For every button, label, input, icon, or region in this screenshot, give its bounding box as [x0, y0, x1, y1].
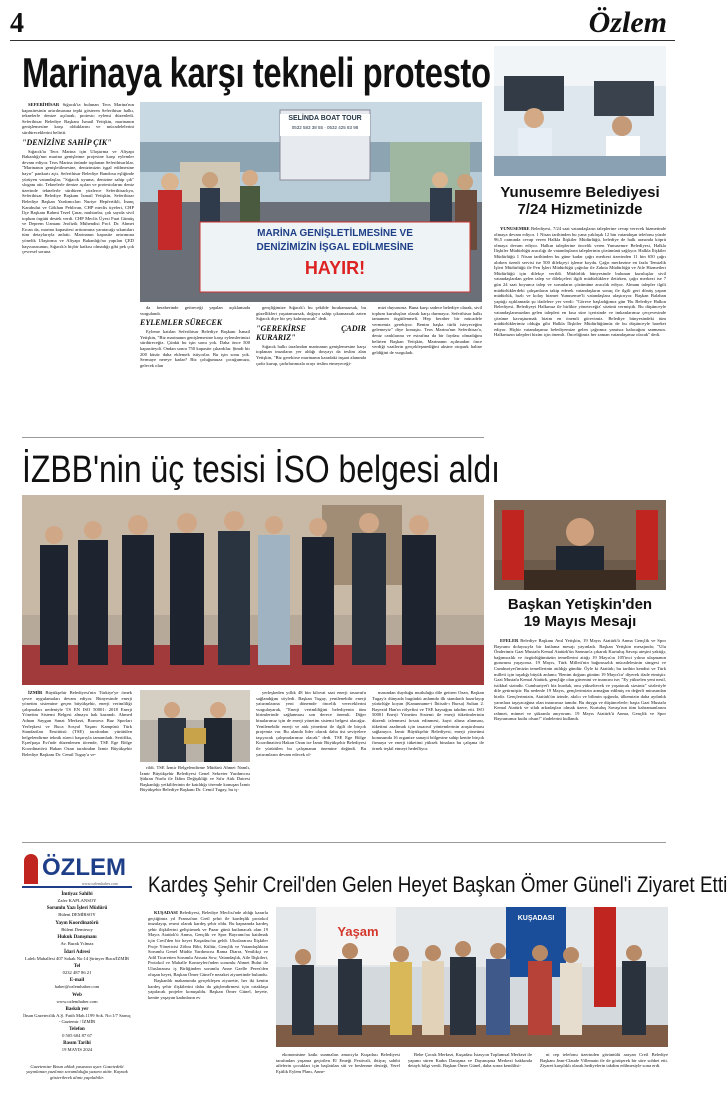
page-header — [0, 0, 685, 40]
marina-column-4 — [372, 305, 482, 425]
masthead-role: Telefon — [69, 1027, 85, 1033]
banner-boat-phones: 0532 583 38 55 · 0532 425 83 98 — [291, 125, 359, 130]
masthead-name: Bülent Demirsoy — [61, 926, 93, 932]
masthead-entry — [22, 978, 132, 989]
masthead-note: Gazetemize Basın ahlak yasasına uyar. Gazetedeki yayınlanan yazılının sorumluluğu yazara aittir. Kaynak gösterilerek alıntı yapılabilir. — [26, 1064, 128, 1080]
masthead-role: E-mail — [69, 978, 85, 984]
masthead-name: 0232 487 86 21 — [62, 970, 92, 976]
marina-column-2 — [140, 305, 250, 425]
masthead-entry — [22, 950, 132, 961]
masthead-name: 19 MAYIS 2024 — [61, 1047, 93, 1053]
izbb-group-photo — [22, 495, 484, 685]
izbb-column-4: masından duyduğu mutluluğu dile getiren Ozan, Başkan Tugay'a dünyada bugünkü anlamda ilk standardı hazırlayıp yürürlüğe koyan (Kanunname-i İhtisab-ı Bursa) Sultan 2. Bayezid Han'ın rölyefini ve TSE bayrağını takdim etti. ISO 50001 Enerji Yönetim Sistemi ile enerji tüketimlerinin düzenli izlenmesi fırsatı edinmesi, kayıt altına alınması, tüketimi azaltmak için tasarruf yöntemlerinin araştırılması sağlanıyor. İzmir Büyükşehir Belediyesi, enerji yönetimi konusunda 16 organize sanayii bölgesine sahip kentte birçok firmaya ve enerji tüketimi yüksek binalara bu çalışma ile örnek teşkil etmeyi hedefliyor. — [372, 690, 484, 751]
creil-column-4: ni cep telefonu üzerinden görüntülü arayan Creil Belediye Başkanı Jean-Claude Villemain ile de görüşerek bir süre sohbet etti. Ziyaret karşılıklı olarak hediyelerin takdim edilmesiyle sona erdi. — [540, 1052, 668, 1069]
marina-column-3 — [256, 305, 366, 425]
masthead-entry — [22, 892, 132, 903]
izbb-column-2: rildi. TSE İzmir Belgelendirme Müdürü Ahmet Namlı, İzmir Büyükşehir Belediyesi Genel Sekreter Yardımcısı Şükran Nurlu ile İklim Değişikliği ve Sıfır Atık Dairesi Başkanlığı yetkililerinin de katıldığı törende konuşan İzmir Büyükşehir Belediye Başkanı Dr. Cemil Tugay, bu iş- — [140, 765, 250, 793]
creil-column-1: KUŞADASI Belediyesi, Belediye Meclisi'nde aldığı kararla geçtiğimiz yıl Fransa'nın Creil şehri ile kardeşlik protokol imzalayıp, resmi olarak kardeş şehir oldu. Bu kapsamda kardeş şehir ilişkilerini geliştirmek ve Pazar günü kutlanacak olan 19 Mayıs Atatürk'ü Anma, Gençlik ve Spor Bayramı'na katılmak için Creil'den bir heyet Kuşadası'na geldi. Uluslararası İlişkiler Proje Yöneticisi Zöhra Bibi, Kültür, Gençlik ve Vatandaşlıktan Sorumlu Genel Müdür Yardımcısı Rama Diarra, Yenilikçi ve Adil Ticaretten Sorumlu Aissata Sow, Vatandaşlık, Aile İlişkileri, Protokol ve Mahalle Konseyleri'nden sorumlu Ahmet Bulut ile Uluslararası iş Birliğinden sorumlu Anne Gaelle Perez'den oluşan heyet, Başkan Ömer Günel'e nezaket ziyaretinde bulundu. Başkanlık makamında gerçekleşen ziyarette, her iki kentin kardeş şehir ilişkilerini daha da güçlendirmesi için ortaklaşa yapılacak projeler konuşuldu. Başkan Ömer Günel, heyete, kentte yaşayan kadınların ev — [148, 910, 268, 1000]
masthead-role: Web — [72, 992, 82, 998]
yunusemre-headline: Yunusemre Belediyesi 7/24 Hizmetinizde — [500, 184, 660, 218]
marina-body-5: Sığacık halkı tarafından marinanın genişlemesine karşı toplanan imzaların yer aldığı dosyayı da teslim alan Yetişkin, "Biz gerekirse marinanın karadaki inşaat alanında çadır kurup, çadırlarımızla orayı teslim etmeyeceği- — [256, 343, 366, 366]
masthead-role: Hukuk Danışmanı — [57, 935, 97, 941]
masthead-role: İdari Adresi — [64, 949, 90, 955]
creil-backdrop-text: Yaşam — [337, 924, 379, 939]
marina-lead: SEFERİHİSAR — [28, 102, 60, 107]
masthead-entry — [22, 935, 132, 946]
masthead-role: Sorumlu Yazı İşleri Müdürü — [46, 906, 108, 912]
masthead-entry — [22, 964, 132, 975]
marina-body-6: mizi duyururuz. Buna karşı sadece belediye olarak, sivil toplum kuruluşları olarak karşı durmayız. Seferihisar halkı tamamen örgütlenmeli. Hep beraber bir mücadele vermemiz gerekiyor. Benim başka türlü isteyeceğim gelemeyiz" diye konuştu. Teos Marina'nın Seferihisar'a, deniz canlılarına ve estrafina da bir faydası olmadığını belirten Başkan Yetişkin, Marinanın açılmadan önce verdiği vaatlerin gerçekleşmediğini aksine otopark haline geldiğini de vurguladı. — [372, 305, 482, 355]
masthead-url: www.ozlemhaber.com — [82, 881, 118, 886]
creil-delegation-photo — [276, 907, 668, 1047]
masthead-name: 0 505 604 87 67 — [62, 1033, 92, 1039]
yunusemre-callcenter-photo — [494, 46, 666, 176]
marina-headline: Marinaya karşı tekneli protesto — [22, 49, 491, 96]
masthead-role: Basım Tarihi — [63, 1041, 91, 1047]
masthead-logo: ÖZLEM — [42, 854, 126, 881]
section-divider — [22, 437, 484, 438]
creil-headline: Kardeş Şehir Creil'den Gelen Heyet Başkan Ömer Günel'i Ziyaret Etti — [148, 872, 727, 897]
marina-subhead-2: EYLEMLER SÜRECEK — [140, 318, 223, 328]
masthead-logo-figure — [24, 854, 38, 884]
header-rule — [10, 40, 675, 41]
marina-body-3: Eyleme katılan Seferihisar Belediye Başkanı İsmail Yetişkin, "Biz marinanın genişlemesine karşı eylemlerimizi sürdüreceğiz. Çünkü bu işin sonu yok. Daha önce 500 kapasiteydi. Ondan sonra 750 kapasite çıkardılar. Şimdi bir 200 küsür daha eklemek istiyorlar. Bu işin sonu yok. Sermaye nereye kadar? Biz çoluğumuza çocuğumuza, gelecek olan — [140, 329, 250, 368]
masthead-logo-bar — [22, 852, 132, 888]
masthead-entry — [22, 1041, 132, 1052]
masthead-name: haber@ozlemhaber.com — [54, 984, 100, 990]
masthead-entry — [22, 921, 132, 932]
masthead-name: Lalelı Mahallesi 407 Sokak No:14 Şirinyer Buca/İZMİR — [24, 955, 130, 961]
creil-column-3: Bebe Çocuk Merkezi, Kuşadası İstasyon Toplumsal Merkezi ile yapımı süren Kadın Danışma ve Dayanışma Merkezi hakkında detaylı bilgi verdi. Başkan Ömer Günel, daha sonra kendilisi- — [408, 1052, 532, 1069]
page-number: 4 — [10, 8, 24, 39]
masthead-name: Bülent DEMİRSOY — [58, 912, 96, 918]
marina-body-4: gençliğimize Sığacık'ı bu şekilde bırakamazsak, bu güzellikleri yaşatamazsak, doğaya sahip çıkamazsak zaten Sığacık diye bir şey kalmayacak" dedi. — [256, 305, 366, 322]
mayor-yetiskin-photo — [494, 500, 666, 590]
izbb-headline: İZBB'nin üç tesisi İSO belgesi aldı — [22, 449, 501, 491]
marina-subhead-1: "DENİZİNE SAHİP ÇIK" — [22, 137, 112, 147]
banner-text-2: DENİZİMİZİN İŞGAL EDİLMESİNE — [256, 242, 414, 253]
marina-intro: Sığacık'ta bulunan Teos Marina'nın kapasitesinin artırılmasına tepki gösteren Seferihisar halkı, teknelerle denize açılarak, protesto eylemi düzenledi. Seferihisar Belediye Başkanı İsmail Yetişkin, marinanın genişlemesine karşı olduklarını ve mücadelelerini sürdüreceklerini belirtti. — [22, 102, 134, 135]
izbb-column-3: yerleşkeden yıllık 48 bin kilovat saat enerji tasarrufu sağlandığını söyledi. Başkan Tugay, yenilenebilir enerji yatırımlarına yeni dönemde öncelik vereceklerini vurgulayarak, "Enerji verimliliğini belediyenin tüm birimlerinde sağlanması son derece önemli. Diğer binalarımız için de enerji yönetim sistemi belgesi alacağız. Yenilenebilir enerji ve atık yönetimi ile ilgili de birçok projemiz var. Bu alanda lider olarak daha üst seviyelere taşıyacak çalışmalarımız olacak" dedi. TSE Ege Bölge Koordinatörü Hakan Ozan ise İzmir Büyükşehir Belediyesi ile yürütülen bu çalışmanın önemine değindi. Bu yatırımların devam edecek ol- — [256, 690, 366, 757]
banner-boat-title: SELİNDA BOAT TOUR — [288, 115, 362, 122]
marina-subhead-3: "GEREKİRSE ÇADIR KURARIZ" — [256, 323, 366, 342]
yunusemre-body: YUNUSEMRE Belediyesi, 7/24 saat vatandaşların taleplerine cevap verecek hizmetinde olmaya devam ediyor. 1 Nisan tarihinden bu yana yaklaşık 12 bin vatandaşın telefonu yüzde 96,5 oranında cevap veren Halkla İlişkiler Müdürlüğü, belediye de halk arasında köprü olmaya devam ediyor. Halkın taleplerine öncelik veren Yunusemre Belediyesi, Halkla İlişkiler Müdürlüğü aracılığı ile vatandaşların taleplerinin çözümünü sağlıyor. Halkla İlişkiler Müdürlüğü 1 Nisan tarihinden bu güne kadar çağrı merkezi üzerinden 11 bin 650 çağrı alırken özenli servisi ise 500 dilekçeyi işleme koydu. Çağrı merkezine en fazla Temizlik İşleri Müdürlüğü ile Fen İşleri Müdürlüğü çağrılar ile Zabıta Müdürlüğü ve Aile Hizmetleri Müdürlüğü için dilekçe verildi. Müdürlük bünyesinde bulunan kuruluşlar sivil vatandaşlardan gelen talep ve dilekçeleri ilgili müdürlüklere iletirken, çağrı merkezi ise 7 gün 24 saat boyunca talep ve sorunların çözümüne aracılık ediyor. Almanı talepler ilgili müdürlüklerdeki çalışanların takip ederek vatandaşların sonuç ile ilgili geri dönüş yapan müdürlük, hızlı ve kolay hizmet Yunusemre'li vatandaşlara ulaştırıyor. Başkan Balaban yaptığı açıklamada şu ifadelere yer verdi: "Göreve başladığımız gün 'Bu Belediye Halkın Belediyesi. Belediyeyi Halkımız ile birlikte yöneteceğiz' sözünü vermiştik. Bu düşünceyle vatandaşlarımızdan gelen talepleri en kısa süre içerisinde ve imkanlarımız çerçevesinde çözüme kavuşturmak bizim en önemli görevimiz. Belediye bünyesindeki tüm müdürlüklerimiz olduğu gibi Halkla İlişkiler Müdürlüğümüz de bu düşünceyle hareket ediyor. Hiçbir vatandaşımız belediyemize gelen çağrımız yanıtsız kalacağını sanmasın. Halkımızın talepleri bizim için önemli. Önceliğimiz her zaman vatandaşımız olacak" dedi. — [494, 226, 666, 338]
masthead-entry — [22, 1007, 132, 1024]
masthead-role: Tel — [73, 964, 81, 970]
marina-body-2: da beraberinde getireceği yapılan açıklamada vurgulandı. — [140, 305, 250, 316]
masthead-box — [22, 852, 132, 1102]
banner-text-1: MARİNA GENİŞLETİLMESİNE VE — [257, 228, 413, 239]
masthead-name: www.ozlemhaber.com — [56, 998, 98, 1004]
brand-name: Özlem — [588, 6, 667, 39]
banner-text-3: HAYIR! — [304, 258, 366, 278]
creil-banner-text: KUŞADASI — [517, 915, 555, 922]
masthead-name: İhsan Gazetecilik A.Ş. Fatih Mah.1199 Sok. No:1/7 Sarnıç - Gaziemir / İZMİR — [23, 1013, 131, 1024]
masthead-role: Baskılı yer — [65, 1007, 89, 1013]
masthead-entry — [22, 993, 132, 1004]
masthead-name: Av. Burak Yılmaz — [60, 941, 94, 947]
masthead-entries — [22, 892, 132, 1056]
masthead-entry — [22, 1027, 132, 1038]
masthead-role: Yayın Koordinatörü — [55, 920, 99, 926]
masthead-name: Zafer KAPLANSOY — [57, 898, 97, 903]
izbb-column-1: İZMİR Büyükşehir Belediyesi'nin Türkiye'ye örnek çevre uygulamaları devam ediyor. Bünyesinde enerji yönetim sistemine geçen büyükşehir, enerji verimliliği çalışmaları nedeniyle TS EN ISO 50001: 2018 Enerji Yönetim Sistemi Belgesi almaya hak kazandı. Ahmed Adnan Saygun Sanat Merkezi, Bornova Buz Sporları Yerleşkesi ve Buca Sosyal Yaşam Kampüsü Türk Standartları Enstitüsü (TSE) tarafından yürütülen belgelendirme teknik süreci başarıyla tamamladı. Sertifika, Eşrefpaşa Evi'nde düzenlenen törende, TSE Ege Bölge Koordinatörü Hakan Ozan tarafından İzmir Büyükşehir Belediye Başkanı Dr. Cemil Tugay'a ve- — [22, 690, 132, 757]
masthead-role: İmtiyaz Sahibi — [61, 892, 93, 897]
marina-body-1: Sığacık'ta Teos Marina için Ulaştırma ve Altyapı Bakanlığı'nın marina genişletme projesine karşı eylemler devam ediyor. Teos Marina önünde toplanan Seferihisarlılar, "Marinanın genişletilmesine, denizimizin işgal edilmesine hayır" pankartı açtı. Seferihisar Belediye Bandosu eşliğinde yürüyen vatandaşlar, "Sığacık uyuma, denizine sahip çık" sloganı attı. Teknelerle denize açılan ve protestolarını deniz üzerinde teknelerle sürdüren yüzlerce Seferihisarlıya, Seferihisar Belediye Başkanı İsmail Yetişkin, Seferihisar Belediye Başkan Yardımcıları Nuriye Hepfertikli, İnanç Karabulut ve Gökhan Pehlivan, CHP meclis üyeleri, CHP İlçe Başkanı Rahmi Tezel Çınar, muhtarlar, çok sayıda sivil toplum örgütü destek verdi. CHP Meclis Üyesi Fuat Gümüş ve Deprem Uzmanı Jeofizik Mühendisi Prof. Dr. Ahmet Ercan da, marina kapasitesi arttırımına yaratacağı sıkıntıları tüm detaylarıyla anlattı. Marinanın kapasite artırımına yönelik Ulaştırma ve Altyapı Bakanlığı'na yapılan ÇED başvurusunun, Sığacık'a hiçbir katkısı olmadığı gibi pek çok çevresel soruna — [22, 148, 134, 255]
marina-column-1 — [22, 102, 134, 432]
izbb-certificate-photo — [140, 690, 250, 762]
masthead-entry — [22, 906, 132, 917]
mayor-headline: Başkan Yetişkin'den 19 Mayıs Mesajı — [507, 596, 653, 630]
marina-protest-photo — [140, 102, 482, 302]
mayor-body: EFELER Belediye Başkanı Anıl Yetişkin, 19 Mayıs Atatürk'ü Anma Gençlik ve Spor Bayramı dolayısıyla bir kutlama mesajı yayınladı. Başkan Yetişkin mesajında; "Ulu Önderimiz Gazi Mustafa Kemal Atatürk'ün Samsun'a çıkarak Kurtuluş Savaşı ateşini yaktığı, bağımsızlık ve özgürlüğümüzün temellerini attığı 19 Mayıs'ın 105'inci yılına ulaşmanın gururunu yaşıyoruz. 19 Mayıs, Türk Milleti'nin bağımsızlık mücadelesinin simgesi ve Cumhuriyet'imizin temellerinin atıldığı gündür. Öyle ki Atatürk; bu tarihin kendisi ve Türk milleti için taşıdığı büyük anlamı; 'Benim doğum günüm 19 Mayıs'tır' diyerek ifade etmiştir. Gazi Mustafa Kemal Atatürk, gençliğe olan güvenini ve inancını ise; "Ey yükselen yeni nesil, istikbal sizindir. Cumhuriyet'i biz kurduk, onu yükseltecek ve yaşatacak sizsiniz" sözleriyle dile getirmiştir. Bu nedenle 19 Mayıs, gençlerimizin armağan edilmiş en değerli mirasından birdir. Gençlerimizin, Atatürk'ün izinde, akılcı ve bilimin ışığında, ülkemizin daha aydınlık yarınlara taşıyacağına olan inancımız tamdır. Bu duygu ve düşüncelerle; başta Gazi Mustafa Kemal Atatürk ve silah arkadaşları olmak üzere, Kurtuluş Savaşı'nın tüm kahramanlarını rahmet, minnet ve şükranla anıyorum. 19 Mayıs Atatürk'ü Anma, Gençlik ve Spor Bayramımız kutlu olsun!" ifadelerini kullandı. — [494, 638, 666, 722]
section-divider-2 — [22, 842, 666, 843]
creil-column-2: ekonomisine katkı sunmaları amacıyla Kuşadası Belediyesi tarafından yaşama geçirilen El Emeği Festivali, ihtiyaç sahibi ailelerin çocukları için başlatılan süt ve beslenme desteği, Yerel Eşitlik Eylem Planı, Anne- — [276, 1052, 400, 1074]
